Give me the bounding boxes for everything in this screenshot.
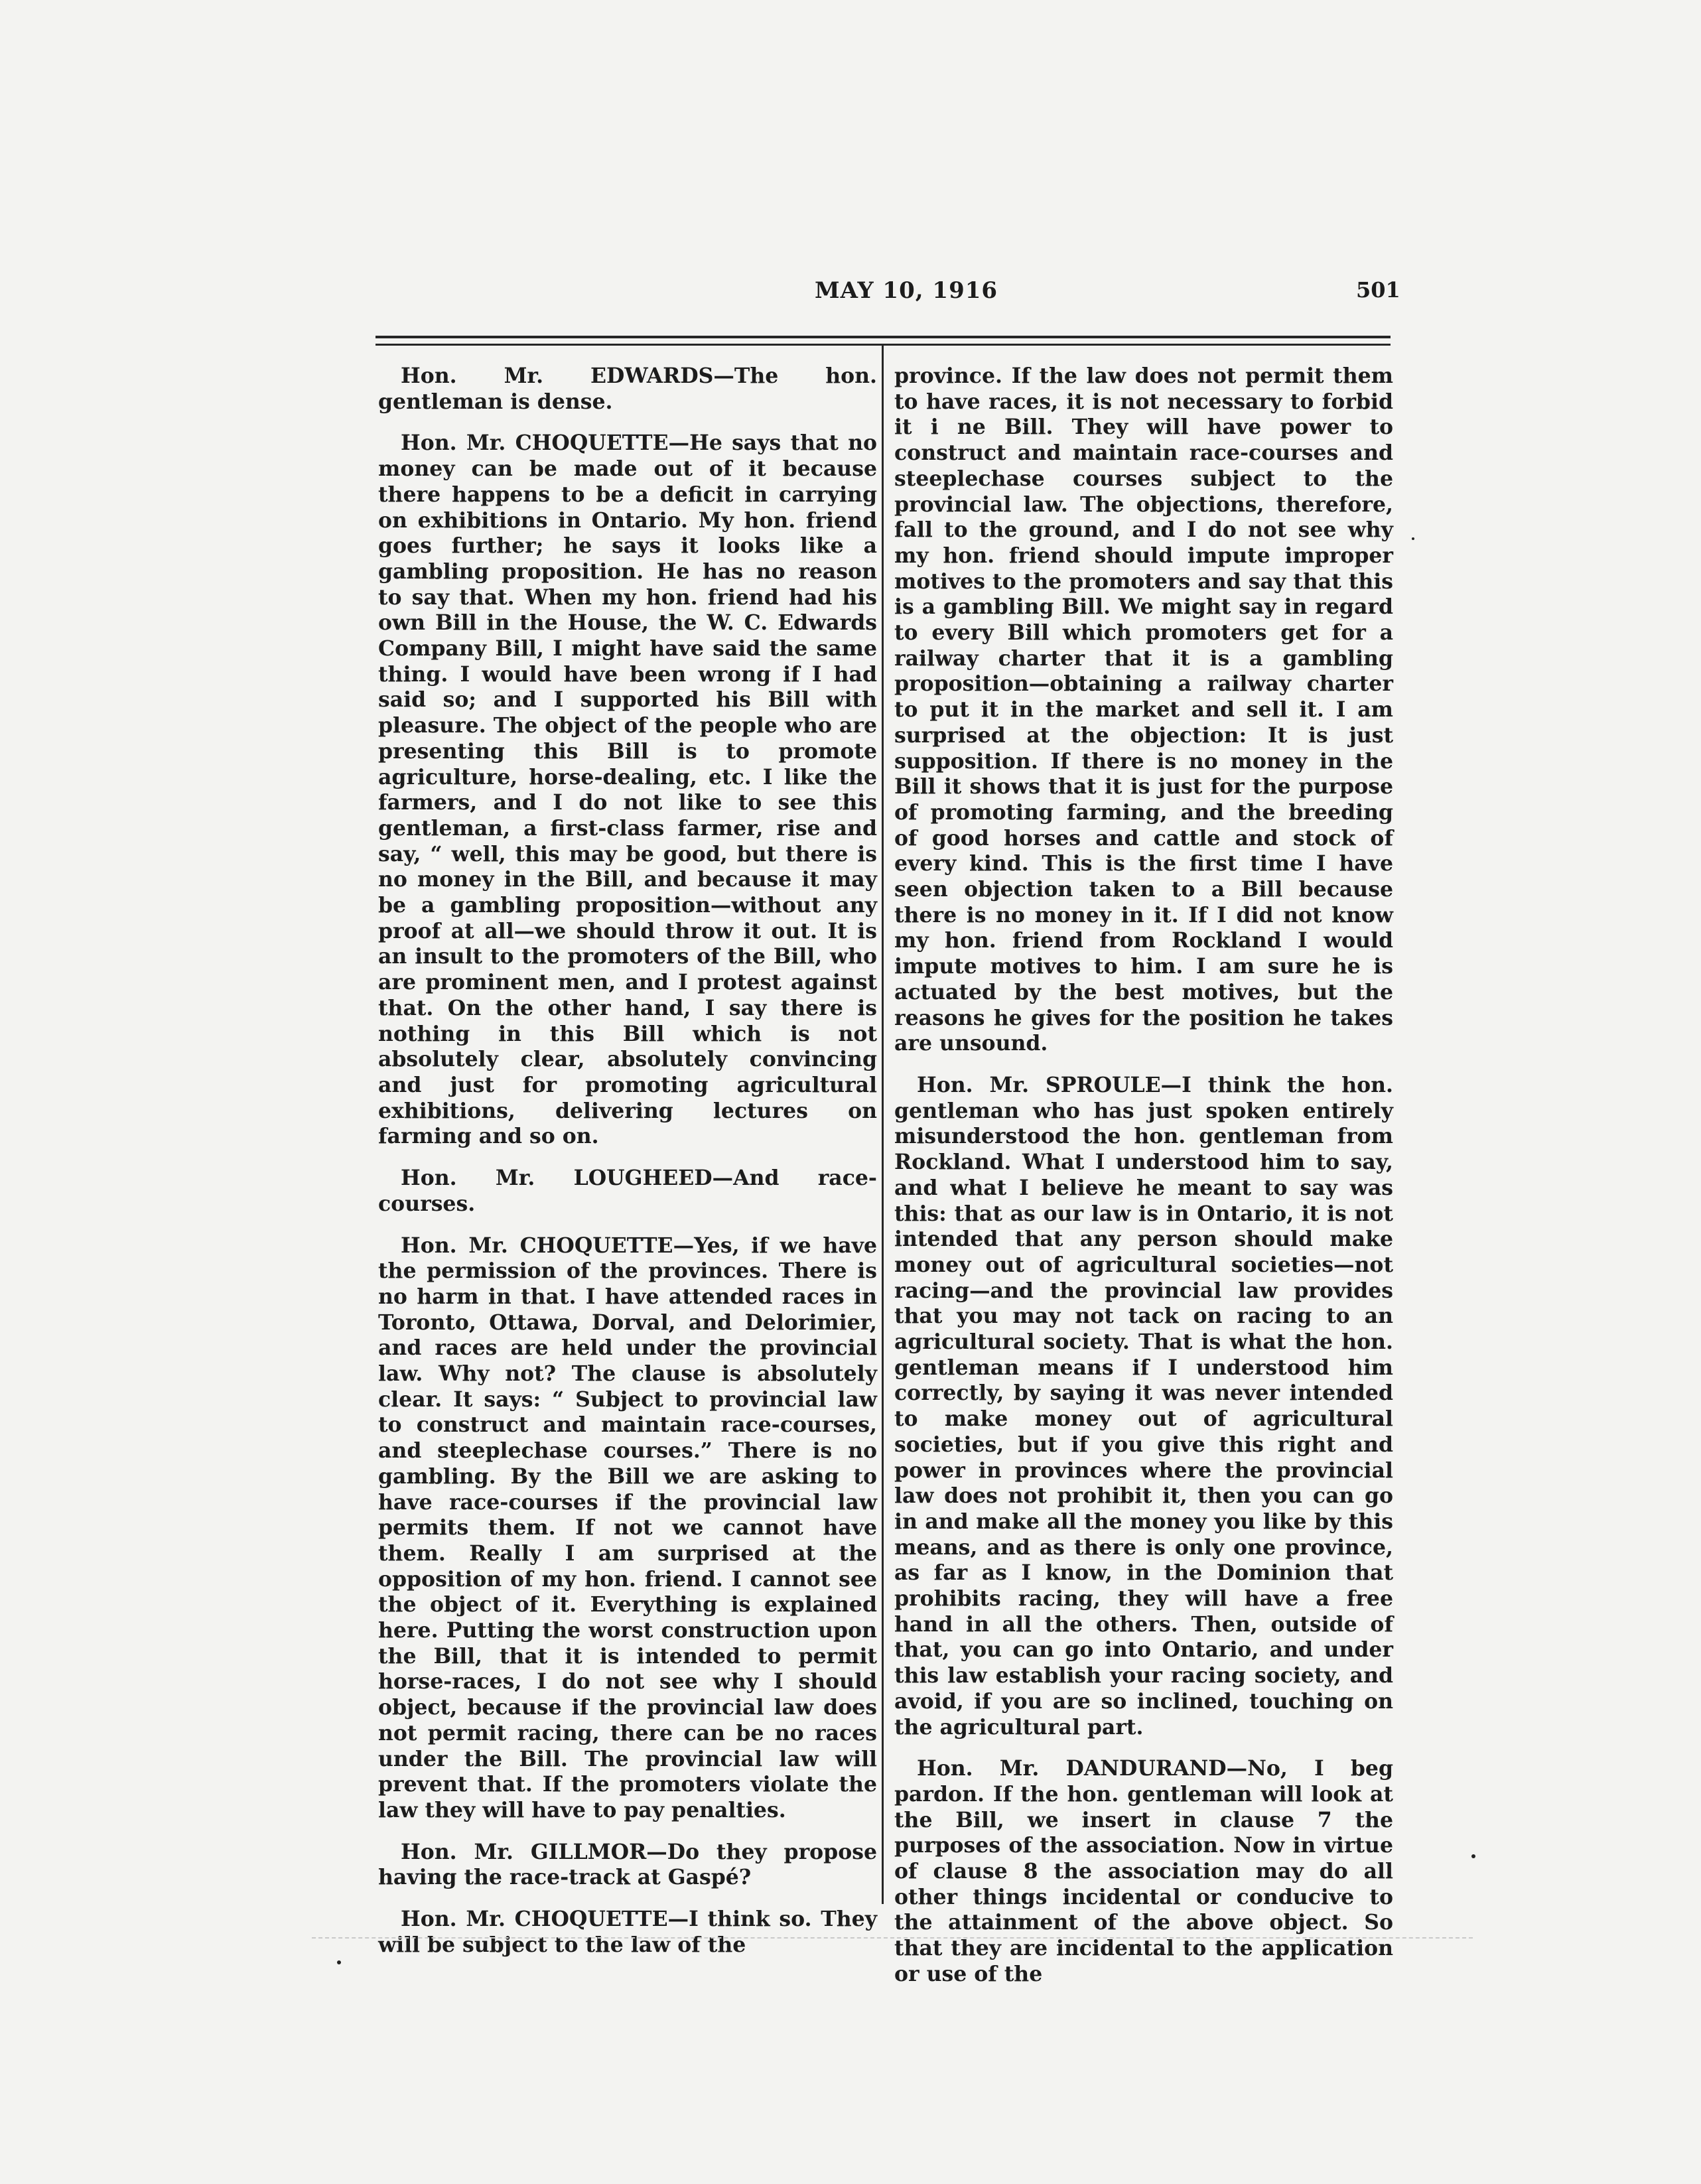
- speaker-name: Hon. Mr. LOUGHEED: [401, 1166, 713, 1191]
- header-date: MAY 10, 1916: [815, 277, 998, 304]
- speech-text: —I think the hon. gentleman who has just spoken entirely misunderstood the hon. gentleman from Rockland. What I understood him to say, and what I believe he meant to say was this: that as our law is in Ontario, it is not intended that any person should make money out of agricultural societies—not racing—and the provincial law provides that you may not tack on racing to an agricultural society. That is what the hon. gentleman means if I understood him correctly, by saying it was never intended to make money out of agricultural societies, but if you give this right and power in provinces where the provincial law does not prohibit it, then you can go in and make all the money you like by this means, and as there is only one province, as far as I know, in the Dominion that prohibits racing, they will have a free hand in all the others. Then, outside of that, you can go into Ontario, and under this law establish your racing society, and avoid, if you are so inclined, touching on the agricultural part.: [894, 1072, 1393, 1740]
- scan-speck: [1412, 537, 1414, 540]
- speech-paragraph: [378, 364, 877, 415]
- right-column: [894, 364, 1393, 2004]
- header-rule-thick: [375, 336, 1391, 338]
- page-number: 501: [1356, 277, 1400, 303]
- left-column: [378, 364, 877, 1974]
- speaker-name: Hon. Mr. GILLMOR: [401, 1839, 647, 1864]
- column-divider: [882, 345, 884, 1904]
- page-header: [0, 0, 1701, 332]
- speech-text: —The hon. gentleman is dense.: [378, 364, 877, 414]
- speaker-name: Hon. Mr. CHOQUETTE: [401, 1907, 668, 1932]
- speech-paragraph: [894, 1756, 1393, 1987]
- footer-scan-line: [312, 1937, 1473, 1940]
- speaker-name: Hon. Mr. CHOQUETTE: [401, 1233, 673, 1258]
- speech-paragraph: [378, 1907, 877, 1958]
- speech-text: —I think so. They will be subject to the law of the: [378, 1907, 877, 1957]
- speaker-name: Hon. Mr. DANDURAND: [917, 1756, 1227, 1781]
- speech-text: —He says that no money can be made out of it because there happens to be a deficit in carrying on exhibitions in Ontario. My hon. friend goes further; he says it looks like a gambling proposition. He has no reason to say that. When my hon. friend had his own Bill in the House, the W. C. Edwards Company Bill, I might have said the same thing. I would have been wrong if I had said so; and I supported his Bill with pleasure. The object of the people who are presenting this Bill is to promote agriculture, horse-dealing, etc. I like the farmers, and I do not like to see this gentleman, a first-class farmer, rise and say, “ well, this may be good, but there is no money in the Bill, and because it may be a gambling proposition—without any proof at all—we should throw it out. It is an insult to the promoters of the Bill, who are prominent men, and I protest against that. On the other hand, I say there is nothing in this Bill which is not absolutely clear, absolutely convincing and just for promoting agricultural exhibitions, delivering lectures on farming and so on.: [378, 431, 877, 1149]
- speech-text: —Do they propose having the race-track at Gaspé?: [378, 1839, 877, 1890]
- scan-speck: [337, 1960, 341, 1964]
- speaker-name: Hon. Mr. SPROULE: [917, 1072, 1161, 1097]
- speech-text: —And race-courses.: [378, 1166, 878, 1216]
- speaker-name: Hon. Mr. EDWARDS: [401, 364, 714, 388]
- speech-paragraph: [378, 1233, 877, 1824]
- speech-paragraph: [378, 431, 877, 1150]
- speech-text: —No, I beg pardon. If the hon. gentleman will look at the Bill, we insert in clause 7 the purposes of the association. Now in virtue of clause 8 the association may do all other things incidental or conducive to the attainment of the above object. So that they are incidental to the application or use of the: [894, 1756, 1393, 1986]
- speech-paragraph: [894, 1073, 1393, 1740]
- speech-paragraph: [378, 1840, 877, 1891]
- scan-speck: [1471, 1854, 1475, 1858]
- speech-continuation: [894, 364, 1393, 1057]
- speech-paragraph: [378, 1166, 877, 1217]
- speech-text: —Yes, if we have the permission of the provinces. There is no harm in that. I have attended races in Toronto, Ottawa, Dorval, and Delorimier, and races are held under the provincial law. Why not? The clause is absolutely clear. It says: “ Subject to provincial law to construct and maintain race-courses, and steeplechase courses.” There is no gambling. By the Bill we are asking to have race-courses if the provincial law permits them. If not we cannot have them. Really I am surprised at the opposition of my hon. friend. I cannot see the object of it. Everything is explained here. Putting the worst construction upon the Bill, that it is intended to permit horse-races, I do not see why I should object, because if the provincial law does not permit racing, there can be no races under the Bill. The provincial law will prevent that. If the promoters violate the law they will have to pay penalties.: [378, 1233, 877, 1822]
- speech-text: province. If the law does not permit them to have races, it is not necessary to forbid it i ne Bill. They will have power to construct and maintain race-courses and steeplechase courses subject to the provincial law. The objections, therefore, fall to the ground, and I do not see why my hon. friend should impute improper motives to the promoters and say that this is a gambling Bill. We might say in regard to every Bill which promoters get for a railway charter that it is a gambling proposition—obtaining a railway charter to put it in the market and sell it. I am surprised at the objection: It is just supposition. If there is no money in the Bill it shows that it is just for the purpose of promoting farming, and the breeding of good horses and cattle and stock of every kind. This is the first time I have seen objection taken to a Bill because there is no money in it. If I did not know my hon. friend from Rockland I would impute motives to him. I am sure he is actuated by the best motives, but the reasons he gives for the position he takes are unsound.: [894, 364, 1393, 1056]
- speaker-name: Hon. Mr. CHOQUETTE: [401, 431, 669, 456]
